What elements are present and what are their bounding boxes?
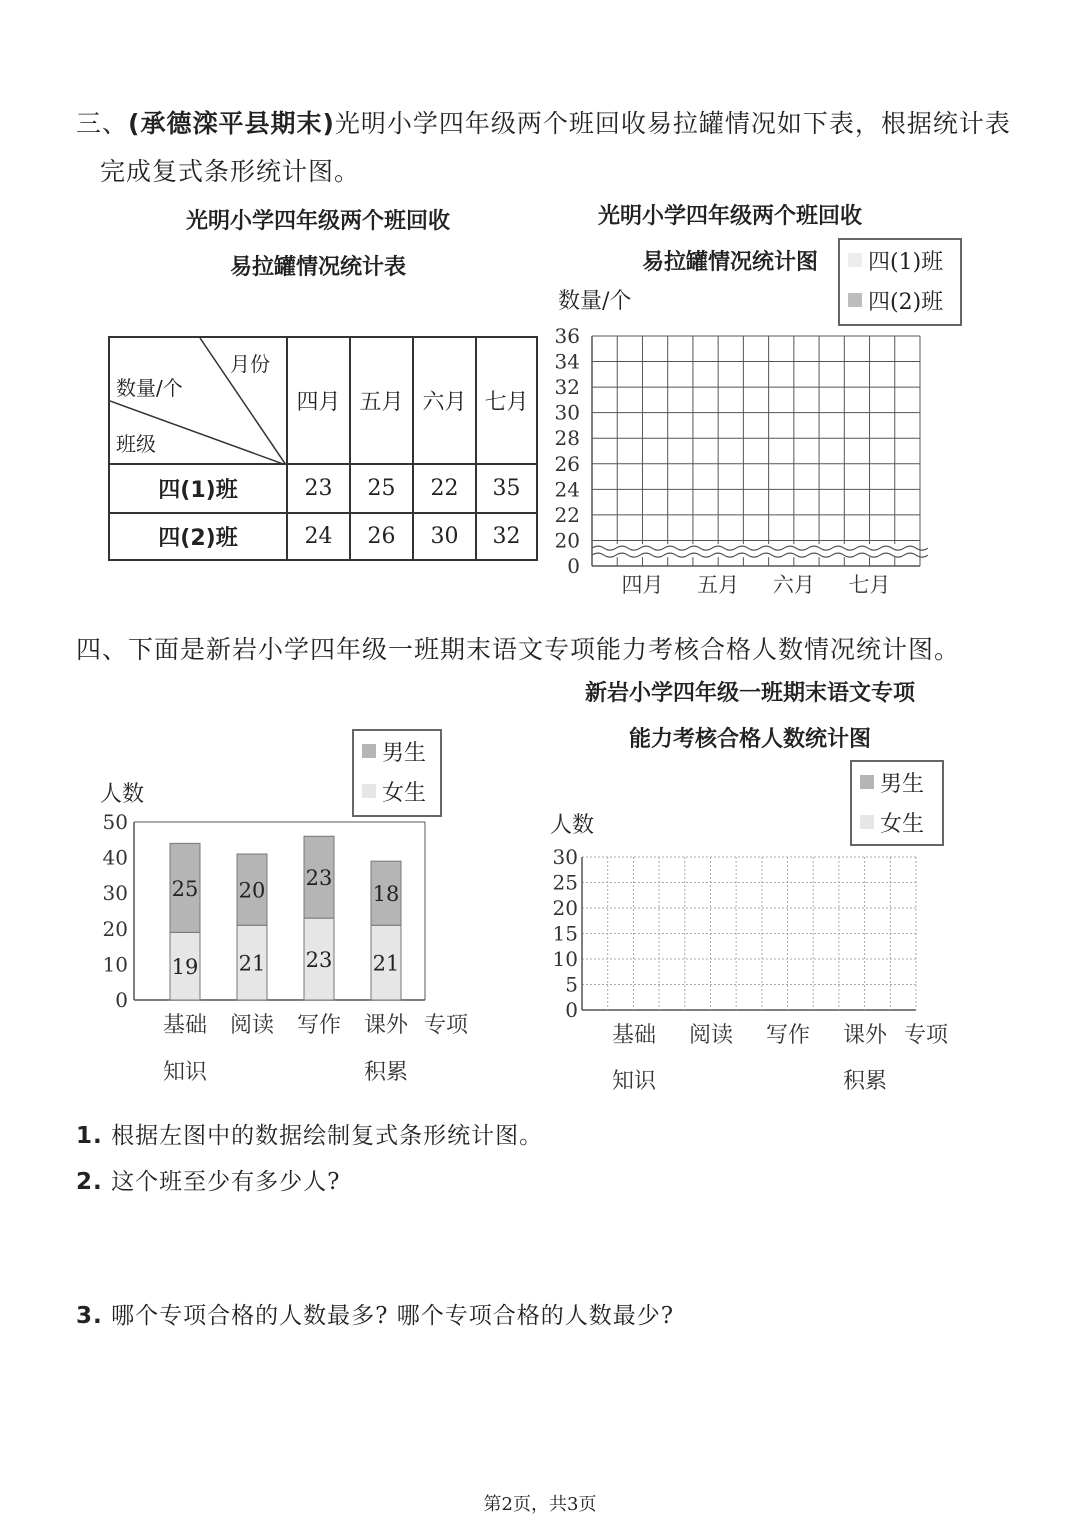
- q3-stat-table: [108, 336, 538, 561]
- data-label-female: 21: [372, 951, 400, 976]
- q3-chart-title2: 易拉罐情况统计图: [641, 250, 818, 275]
- data-label-female: 23: [305, 948, 333, 973]
- q4-chart-title1: 新岩小学四年级一班期末语文专项: [584, 681, 915, 706]
- y-tick-label: 30: [554, 400, 580, 425]
- legend-item: [852, 802, 942, 842]
- x-axis-label: 专项: [423, 1013, 469, 1038]
- y-tick-label: 20: [552, 896, 578, 920]
- q4-chart-title2: 能力考核合格人数统计图: [628, 727, 871, 752]
- x-tick-label: 写作: [765, 1023, 811, 1048]
- y-tick-label: 15: [552, 921, 578, 946]
- legend-swatch-female: [362, 784, 376, 798]
- data-label-male: 20: [238, 878, 266, 903]
- q4-right-legend: [850, 760, 944, 846]
- axis-break-gap: [593, 544, 919, 557]
- y-tick-label: 25: [552, 870, 578, 895]
- table-cell: 24: [287, 513, 350, 560]
- table-cell: 26: [350, 513, 413, 560]
- q3-legend: [838, 238, 962, 326]
- x-tick-label: 写作: [296, 1013, 342, 1038]
- legend-swatch-male: [362, 744, 376, 758]
- sub2-text: 这个班至少有多少人?: [111, 1169, 341, 1195]
- y-tick-label: 0: [565, 998, 578, 1022]
- q3-chart-title1: 光明小学四年级两个班回收: [597, 204, 862, 229]
- header-qty: 数量/个: [116, 376, 183, 400]
- y-tick-label: 26: [554, 451, 580, 476]
- q3-header-diagonal-cell: [109, 337, 287, 464]
- y-tick-label: 20: [102, 916, 128, 941]
- data-label-male: 23: [305, 866, 333, 891]
- header-month: 月份: [230, 352, 270, 376]
- y-tick-label: 34: [554, 349, 580, 374]
- legend-swatch-female: [860, 815, 874, 829]
- sub1-number: 1.: [76, 1123, 103, 1149]
- data-label-female: 21: [238, 951, 266, 976]
- data-label-male: 18: [372, 882, 400, 907]
- q4-sub3: [76, 1297, 674, 1330]
- y-tick-label: 32: [554, 375, 580, 400]
- y-tick-label: 10: [552, 947, 578, 971]
- x-tick-label: 七月: [848, 573, 891, 597]
- sub2-number: 2.: [76, 1169, 103, 1195]
- y-tick-label: 28: [554, 426, 580, 451]
- legend-item: [852, 762, 942, 802]
- q4-right-ylabel: 人数: [550, 813, 595, 838]
- data-label-male: 25: [171, 876, 199, 901]
- y-tick-label: 0: [567, 554, 580, 578]
- table-cell: 23: [287, 464, 350, 513]
- x-tick-label: 基础: [611, 1023, 657, 1048]
- row-label: 四(1)班: [109, 464, 287, 513]
- q4-left-ylabel: 人数: [100, 782, 145, 807]
- month-header: 六月: [413, 337, 476, 464]
- q3-table-title2: 易拉罐情况统计表: [229, 255, 406, 280]
- data-label-female: 19: [171, 955, 199, 980]
- legend-label: 男生: [382, 740, 427, 766]
- q4-text: 四、下面是新岩小学四年级一班期末语文专项能力考核合格人数情况统计图。: [76, 635, 961, 664]
- q3-text2: 完成复式条形统计图。: [100, 157, 361, 186]
- x-tick-label: 阅读: [229, 1013, 275, 1038]
- legend-label: 女生: [880, 811, 925, 837]
- table-cell: 25: [350, 464, 413, 513]
- x-tick-label: 阅读: [688, 1023, 734, 1048]
- q3-source: (承德滦平县期末): [128, 109, 335, 138]
- legend-label: 男生: [880, 771, 925, 797]
- legend-swatch-dark: [848, 293, 862, 307]
- x-tick-label: 知识: [162, 1060, 208, 1085]
- y-tick-label: 50: [102, 810, 128, 834]
- month-header: 七月: [476, 337, 537, 464]
- x-tick-label: 六月: [772, 573, 815, 597]
- table-cell: 32: [476, 513, 537, 560]
- legend-item: [840, 280, 960, 320]
- x-tick-label: 积累: [842, 1069, 888, 1094]
- x-tick-label: 基础: [162, 1013, 208, 1038]
- legend-label: 女生: [382, 780, 427, 806]
- legend-label: 四(1)班: [868, 249, 944, 275]
- month-header: 四月: [287, 337, 350, 464]
- x-tick-label: 知识: [611, 1069, 657, 1094]
- legend-item: [354, 731, 440, 771]
- sub3-text: 哪个专项合格的人数最多? 哪个专项合格的人数最少?: [111, 1303, 675, 1329]
- legend-label: 四(2)班: [868, 289, 944, 315]
- month-header: 五月: [350, 337, 413, 464]
- table-cell: 22: [413, 464, 476, 513]
- q4-empty-grid-chart: [540, 840, 960, 1100]
- row-label: 四(2)班: [109, 513, 287, 560]
- q4-stacked-chart: [90, 805, 480, 1095]
- legend-swatch-male: [860, 775, 874, 789]
- q3-line1: [76, 104, 1011, 140]
- y-tick-label: 40: [102, 845, 128, 870]
- q3-number: 三、: [76, 109, 129, 138]
- x-axis-label: 专项: [903, 1023, 949, 1048]
- page-footer: 第2页，共3页: [483, 1494, 597, 1515]
- y-tick-label: 10: [102, 952, 128, 977]
- q3-grid-chart: [540, 320, 940, 610]
- x-tick-label: 课外: [363, 1013, 409, 1038]
- header-class: 班级: [116, 432, 156, 456]
- q3-ylabel: 数量/个: [558, 289, 632, 314]
- y-tick-label: 0: [115, 988, 128, 1012]
- y-tick-label: 36: [554, 324, 580, 348]
- table-cell: 35: [476, 464, 537, 513]
- legend-swatch-light: [848, 253, 862, 267]
- sub3-number: 3.: [76, 1303, 103, 1329]
- q3-text1: 光明小学四年级两个班回收易拉罐情况如下表，根据统计表: [334, 109, 1011, 138]
- x-tick-label: 课外: [842, 1023, 888, 1048]
- y-tick-label: 20: [554, 528, 580, 553]
- y-tick-label: 5: [565, 972, 578, 997]
- y-tick-label: 22: [554, 502, 580, 527]
- legend-item: [840, 240, 960, 280]
- y-tick-label: 30: [102, 881, 128, 906]
- q4-sub1: [76, 1117, 543, 1150]
- q4-sub2: [76, 1163, 340, 1196]
- x-tick-label: 四月: [621, 573, 664, 597]
- x-tick-label: 积累: [363, 1060, 409, 1085]
- table-cell: 30: [413, 513, 476, 560]
- q3-table-title1: 光明小学四年级两个班回收: [185, 209, 450, 234]
- q4-left-legend: [352, 729, 442, 817]
- x-tick-label: 五月: [697, 573, 740, 597]
- sub1-text: 根据左图中的数据绘制复式条形统计图。: [111, 1123, 544, 1149]
- y-tick-label: 30: [552, 845, 578, 869]
- y-tick-label: 24: [554, 477, 580, 502]
